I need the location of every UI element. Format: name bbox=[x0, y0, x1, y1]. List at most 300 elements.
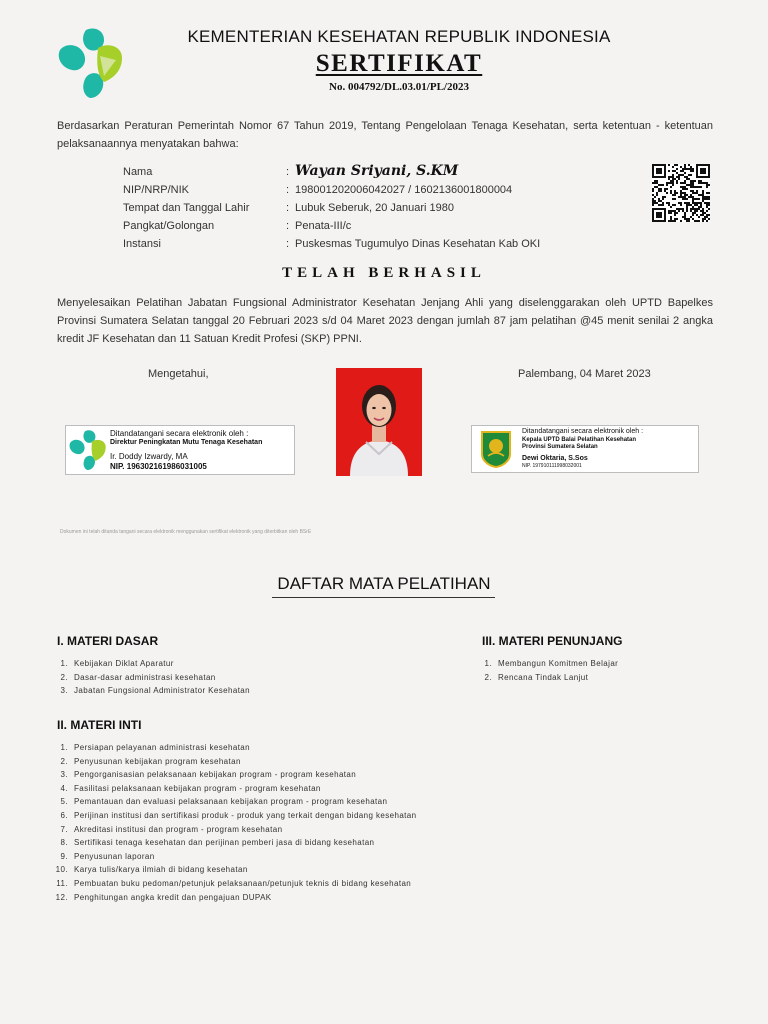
qr-module bbox=[656, 216, 658, 218]
qr-module bbox=[706, 204, 708, 206]
qr-module bbox=[654, 186, 656, 188]
qr-module bbox=[656, 214, 658, 216]
qr-module bbox=[684, 192, 686, 194]
qr-module bbox=[680, 208, 682, 210]
list-item: 1. Persiapan pelayanan administrasi kesehatan bbox=[60, 743, 251, 752]
qr-module bbox=[672, 198, 674, 200]
qr-module bbox=[690, 186, 692, 188]
list-item: 12. Penghitungan angka kredit dan pengajuan DUPAK bbox=[55, 892, 272, 902]
qr-module bbox=[704, 212, 706, 214]
qr-module bbox=[678, 196, 680, 198]
qr-module bbox=[660, 172, 662, 174]
qr-module bbox=[678, 178, 680, 180]
qr-module bbox=[684, 212, 686, 214]
qr-module bbox=[706, 210, 708, 212]
qr-module bbox=[660, 220, 662, 222]
qr-module bbox=[708, 202, 710, 204]
qr-module bbox=[680, 174, 682, 176]
qr-module bbox=[662, 202, 664, 204]
qr-module bbox=[706, 202, 708, 204]
qr-module bbox=[692, 208, 694, 210]
qr-module bbox=[658, 216, 660, 218]
recipient-photo bbox=[336, 368, 422, 476]
qr-module bbox=[700, 210, 702, 212]
qr-module bbox=[698, 164, 700, 166]
field-label-name: Nama bbox=[123, 166, 153, 178]
qr-module bbox=[688, 218, 690, 220]
qr-module bbox=[694, 186, 696, 188]
intro-text: Berdasarkan Peraturan Pemerintah Nomor 67 Tahun 2019, Tentang Pengelolaan Tenaga Kesehatan, serta ketentuan - ketentuan pelaksanaannya menyatakan bahwa: bbox=[57, 120, 713, 150]
qr-module bbox=[668, 176, 670, 178]
qr-module bbox=[674, 198, 676, 200]
qr-module bbox=[680, 196, 682, 198]
qr-module bbox=[666, 182, 668, 184]
qr-module bbox=[666, 188, 668, 190]
qr-module bbox=[676, 208, 678, 210]
qr-module bbox=[662, 208, 664, 210]
qr-module bbox=[682, 196, 684, 198]
qr-module bbox=[686, 168, 688, 170]
qr-module bbox=[672, 178, 674, 180]
recipient-nip: 198001202006042027 / 1602136001800004 bbox=[295, 184, 513, 196]
qr-module bbox=[694, 198, 696, 200]
list-item: 11. Pembuatan buku pedoman/petunjuk pelaksanaan/petunjuk teknis di bidang kesehatan bbox=[56, 878, 412, 888]
qr-module bbox=[706, 196, 708, 198]
qr-module bbox=[702, 168, 704, 170]
qr-module bbox=[702, 182, 704, 184]
qr-module bbox=[696, 164, 698, 166]
field-label-rank: Pangkat/Golongan bbox=[123, 220, 215, 232]
qr-module bbox=[656, 208, 658, 210]
qr-module bbox=[696, 204, 698, 206]
qr-module bbox=[688, 178, 690, 180]
qr-module bbox=[664, 174, 666, 176]
signer-nip: NIP. 197910111998032001 bbox=[522, 463, 582, 469]
qr-module bbox=[672, 180, 674, 182]
qr-module bbox=[700, 214, 702, 216]
qr-module bbox=[690, 190, 692, 192]
qr-module bbox=[652, 194, 654, 196]
qr-module bbox=[668, 212, 670, 214]
qr-module bbox=[708, 166, 710, 168]
qr-module bbox=[672, 166, 674, 168]
qr-module bbox=[702, 172, 704, 174]
qr-module bbox=[658, 188, 660, 190]
qr-module bbox=[682, 216, 684, 218]
qr-module bbox=[654, 220, 656, 222]
qr-module bbox=[670, 210, 672, 212]
signer-name: Ir. Doddy Izwardy, MA bbox=[110, 452, 188, 461]
qr-module bbox=[706, 198, 708, 200]
qr-module bbox=[688, 204, 690, 206]
signature-box-director bbox=[65, 425, 295, 475]
qr-module bbox=[658, 200, 660, 202]
qr-module bbox=[686, 184, 688, 186]
list-inti bbox=[44, 741, 417, 904]
qr-module bbox=[696, 176, 698, 178]
qr-module bbox=[672, 182, 674, 184]
qr-module bbox=[654, 164, 656, 166]
qr-module bbox=[664, 210, 666, 212]
qr-module bbox=[684, 186, 686, 188]
qr-module bbox=[702, 218, 704, 220]
qr-module bbox=[658, 168, 660, 170]
qr-module bbox=[680, 194, 682, 196]
qr-module bbox=[682, 174, 684, 176]
qr-module bbox=[708, 218, 710, 220]
qr-module bbox=[696, 168, 698, 170]
qr-module bbox=[706, 164, 708, 166]
qr-module bbox=[664, 220, 666, 222]
qr-module bbox=[662, 184, 664, 186]
title-underline bbox=[272, 597, 495, 598]
qr-module bbox=[702, 214, 704, 216]
qr-module bbox=[682, 182, 684, 184]
qr-module bbox=[698, 216, 700, 218]
qr-module bbox=[690, 196, 692, 198]
qr-module bbox=[676, 182, 678, 184]
qr-module bbox=[664, 216, 666, 218]
qr-module bbox=[660, 214, 662, 216]
qr-module bbox=[684, 216, 686, 218]
qr-module bbox=[670, 182, 672, 184]
qr-module bbox=[700, 176, 702, 178]
qr-module bbox=[708, 168, 710, 170]
qr-module bbox=[656, 194, 658, 196]
qr-module bbox=[658, 208, 660, 210]
qr-module bbox=[692, 180, 694, 182]
field-label-institution: Instansi bbox=[123, 238, 161, 250]
recipient-name: Wayan Sriyani, S.KM bbox=[295, 163, 459, 179]
qr-module bbox=[652, 170, 654, 172]
qr-module bbox=[660, 208, 662, 210]
qr-module bbox=[692, 192, 694, 194]
qr-module bbox=[660, 164, 662, 166]
qr-module bbox=[698, 198, 700, 200]
list-item: 2. Dasar-dasar administrasi kesehatan bbox=[60, 672, 216, 682]
qr-module bbox=[660, 176, 662, 178]
qr-module bbox=[660, 188, 662, 190]
qr-module bbox=[656, 212, 658, 214]
qr-module bbox=[658, 170, 660, 172]
qr-module bbox=[664, 166, 666, 168]
qr-module bbox=[690, 174, 692, 176]
qr-module bbox=[672, 176, 674, 178]
qr-module bbox=[696, 198, 698, 200]
qr-module bbox=[658, 220, 660, 222]
qr-module bbox=[698, 202, 700, 204]
qr-module bbox=[664, 176, 666, 178]
qr-module bbox=[696, 210, 698, 212]
qr-module bbox=[708, 214, 710, 216]
category-title-inti: II. MATERI INTI bbox=[57, 718, 142, 732]
qr-module bbox=[652, 218, 654, 220]
bsre-note: Dokumen ini telah ditanda tangani secara elektronik menggunakan sertifikat elektronik yang diterbitkan oleh BSrE bbox=[60, 529, 312, 535]
signer-name: Dewi Oktaria, S.Sos bbox=[522, 455, 588, 462]
qr-module bbox=[700, 186, 702, 188]
qr-module bbox=[652, 188, 654, 190]
qr-module bbox=[656, 164, 658, 166]
qr-module bbox=[694, 220, 696, 222]
signer-position: Direktur Peningkatan Mutu Tenaga Kesehatan bbox=[110, 439, 263, 446]
qr-module bbox=[684, 180, 686, 182]
qr-module bbox=[672, 210, 674, 212]
qr-module bbox=[708, 184, 710, 186]
signer-nip: NIP. 196302161986031005 bbox=[110, 462, 207, 471]
qr-module bbox=[706, 216, 708, 218]
qr-module bbox=[690, 166, 692, 168]
qr-module bbox=[706, 186, 708, 188]
qr-module bbox=[682, 186, 684, 188]
qr-module bbox=[700, 172, 702, 174]
qr-module bbox=[698, 206, 700, 208]
qr-module bbox=[674, 190, 676, 192]
qr-module bbox=[662, 220, 664, 222]
qr-module bbox=[664, 168, 666, 170]
qr-module bbox=[652, 208, 654, 210]
qr-module bbox=[652, 172, 654, 174]
qr-module bbox=[694, 208, 696, 210]
qr-module bbox=[652, 210, 654, 212]
qr-module bbox=[692, 200, 694, 202]
qr-module bbox=[662, 196, 664, 198]
qr-module bbox=[652, 202, 654, 204]
qr-module bbox=[670, 212, 672, 214]
certificate-number: No. 004792/DL.03.01/PL/2023 bbox=[329, 81, 469, 93]
qr-module bbox=[666, 202, 668, 204]
qr-module bbox=[688, 174, 690, 176]
qr-module bbox=[700, 194, 702, 196]
qr-module bbox=[690, 210, 692, 212]
qr-module bbox=[698, 208, 700, 210]
qr-module bbox=[686, 206, 688, 208]
qr-module bbox=[686, 208, 688, 210]
qr-module bbox=[700, 170, 702, 172]
qr-module bbox=[668, 164, 670, 166]
qr-module bbox=[700, 164, 702, 166]
qr-module bbox=[666, 192, 668, 194]
qr-module bbox=[664, 164, 666, 166]
qr-module bbox=[656, 182, 658, 184]
qr-module bbox=[656, 192, 658, 194]
qr-module bbox=[660, 212, 662, 214]
qr-module bbox=[670, 206, 672, 208]
qr-module bbox=[670, 186, 672, 188]
qr-module bbox=[704, 172, 706, 174]
qr-module bbox=[686, 202, 688, 204]
qr-module bbox=[660, 184, 662, 186]
qr-module bbox=[708, 170, 710, 172]
qr-module bbox=[676, 218, 678, 220]
qr-module bbox=[690, 194, 692, 196]
qr-module bbox=[704, 198, 706, 200]
qr-module bbox=[676, 176, 678, 178]
qr-module bbox=[692, 218, 694, 220]
qr-module bbox=[668, 182, 670, 184]
signed-by-text: Ditandatangani secara elektronik oleh : bbox=[522, 428, 644, 435]
qr-module bbox=[658, 214, 660, 216]
qr-module bbox=[692, 186, 694, 188]
kemenkes-logo-icon bbox=[68, 428, 108, 472]
qr-module bbox=[690, 184, 692, 186]
qr-module bbox=[682, 210, 684, 212]
qr-module bbox=[670, 192, 672, 194]
qr-module bbox=[700, 202, 702, 204]
qr-module bbox=[692, 190, 694, 192]
qr-module bbox=[704, 176, 706, 178]
qr-module bbox=[694, 202, 696, 204]
qr-module bbox=[662, 204, 664, 206]
qr-module bbox=[668, 170, 670, 172]
qr-module bbox=[702, 208, 704, 210]
qr-module bbox=[660, 168, 662, 170]
qr-module bbox=[706, 182, 708, 184]
qr-module bbox=[662, 198, 664, 200]
qr-module bbox=[708, 196, 710, 198]
qr-module bbox=[654, 196, 656, 198]
list-item: 5. Pemantauan dan evaluasi pelaksanaan kebijakan program - program kesehatan bbox=[60, 797, 388, 807]
qr-module bbox=[664, 214, 666, 216]
qr-module bbox=[694, 212, 696, 214]
qr-module bbox=[692, 184, 694, 186]
qr-module bbox=[676, 168, 678, 170]
qr-module bbox=[692, 170, 694, 172]
qr-module bbox=[674, 218, 676, 220]
qr-module bbox=[690, 168, 692, 170]
qr-module bbox=[654, 208, 656, 210]
signer-position: Provinsi Sumatera Selatan bbox=[522, 444, 598, 450]
qr-module bbox=[708, 192, 710, 194]
qr-module bbox=[668, 210, 670, 212]
qr-module bbox=[684, 218, 686, 220]
qr-module bbox=[706, 192, 708, 194]
qr-module bbox=[704, 202, 706, 204]
qr-module bbox=[706, 176, 708, 178]
list-item: 9. Penyusunan laporan bbox=[60, 851, 155, 861]
qr-module bbox=[682, 192, 684, 194]
qr-module bbox=[692, 182, 694, 184]
qr-module bbox=[682, 208, 684, 210]
qr-module bbox=[684, 182, 686, 184]
recipient-institution: Puskesmas Tugumulyo Dinas Kesehatan Kab OKI bbox=[295, 238, 541, 250]
qr-module bbox=[696, 170, 698, 172]
qr-module bbox=[706, 206, 708, 208]
signature-box-head bbox=[471, 425, 699, 473]
qr-module bbox=[680, 202, 682, 204]
qr-module bbox=[690, 204, 692, 206]
qr-module bbox=[672, 184, 674, 186]
qr-module bbox=[702, 170, 704, 172]
qr-module bbox=[680, 204, 682, 206]
qr-module bbox=[678, 176, 680, 178]
qr-module bbox=[698, 180, 700, 182]
qr-module bbox=[694, 192, 696, 194]
qr-module bbox=[690, 216, 692, 218]
qr-module bbox=[664, 208, 666, 210]
qr-module bbox=[660, 204, 662, 206]
success-heading: TELAH BERHASIL bbox=[282, 265, 486, 281]
qr-module bbox=[672, 194, 674, 196]
qr-module bbox=[688, 196, 690, 198]
qr-module bbox=[706, 214, 708, 216]
list-dasar bbox=[44, 657, 250, 698]
qr-module bbox=[686, 194, 688, 196]
qr-module bbox=[672, 170, 674, 172]
qr-module bbox=[652, 174, 654, 176]
qr-module bbox=[706, 220, 708, 222]
qr-module bbox=[662, 176, 664, 178]
qr-module bbox=[684, 172, 686, 174]
qr-module bbox=[696, 192, 698, 194]
qr-module bbox=[682, 188, 684, 190]
qr-module bbox=[680, 186, 682, 188]
qr-module bbox=[664, 190, 666, 192]
qr-module bbox=[686, 220, 688, 222]
qr-module bbox=[658, 172, 660, 174]
qr-module bbox=[708, 164, 710, 166]
qr-module bbox=[652, 166, 654, 168]
field-separator: : bbox=[286, 220, 290, 232]
qr-module bbox=[674, 192, 676, 194]
field-separator: : bbox=[286, 202, 290, 214]
qr-module bbox=[702, 200, 704, 202]
qr-module bbox=[654, 202, 656, 204]
qr-module bbox=[688, 202, 690, 204]
qr-module bbox=[696, 190, 698, 192]
qr-module bbox=[674, 164, 676, 166]
list-item: 1. Kebijakan Diklat Aparatur bbox=[60, 659, 174, 668]
qr-module bbox=[652, 200, 654, 202]
field-separator: : bbox=[286, 184, 290, 196]
qr-module bbox=[670, 216, 672, 218]
qr-module bbox=[692, 206, 694, 208]
qr-module bbox=[680, 192, 682, 194]
qr-module bbox=[674, 212, 676, 214]
qr-module bbox=[684, 196, 686, 198]
qr-module bbox=[652, 190, 654, 192]
qr-module bbox=[652, 182, 654, 184]
list-item: 1. Membangun Komitmen Belajar bbox=[484, 659, 619, 668]
qr-module bbox=[690, 180, 692, 182]
qr-module bbox=[696, 220, 698, 222]
list-item: 7. Akreditasi institusi dan program - program kesehatan bbox=[60, 824, 283, 834]
list-penunjang bbox=[468, 657, 618, 684]
list-item: 4. Fasilitasi pelaksanaan kebijakan program - program kesehatan bbox=[60, 783, 321, 793]
qr-module bbox=[702, 198, 704, 200]
recipient-rank: Penata-III/c bbox=[295, 220, 352, 232]
qr-module bbox=[696, 202, 698, 204]
qr-module bbox=[688, 184, 690, 186]
qr-code-icon bbox=[652, 164, 710, 222]
qr-module bbox=[676, 172, 678, 174]
field-label-birth: Tempat dan Tanggal Lahir bbox=[123, 202, 250, 214]
qr-module bbox=[656, 220, 658, 222]
qr-module bbox=[676, 180, 678, 182]
qr-module bbox=[686, 176, 688, 178]
qr-module bbox=[696, 214, 698, 216]
qr-module bbox=[660, 170, 662, 172]
qr-module bbox=[702, 190, 704, 192]
qr-module bbox=[674, 220, 676, 222]
qr-module bbox=[708, 172, 710, 174]
qr-module bbox=[696, 208, 698, 210]
qr-module bbox=[664, 212, 666, 214]
recipient-birth: Lubuk Seberuk, 20 Januari 1980 bbox=[295, 202, 455, 214]
qr-module bbox=[702, 220, 704, 222]
qr-module bbox=[660, 200, 662, 202]
qr-module bbox=[704, 218, 706, 220]
qr-module bbox=[690, 182, 692, 184]
